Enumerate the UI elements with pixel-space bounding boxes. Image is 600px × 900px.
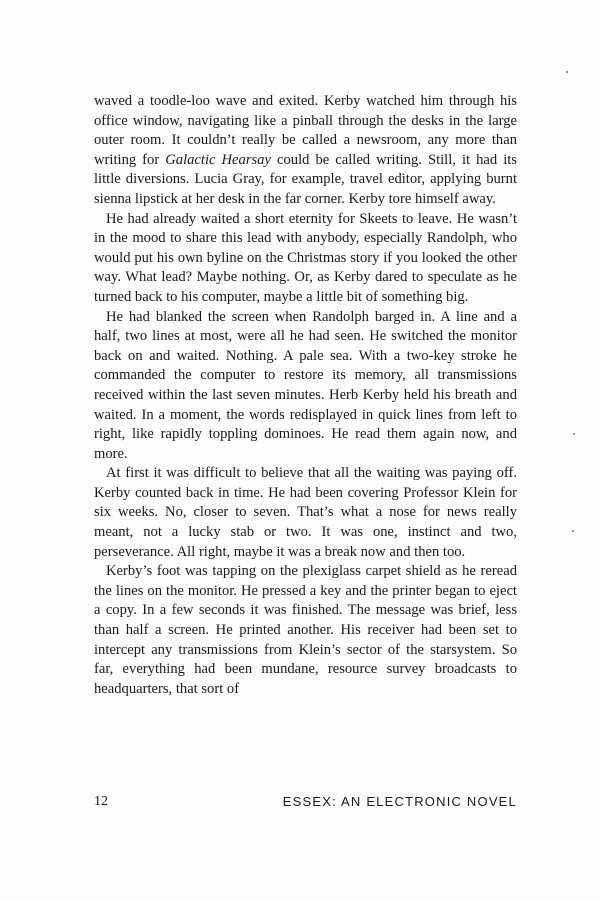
paragraph-text-after: could be called writing. Still, it had its little diversions. Lucia Gray, for example, travel editor, applying burnt sienna lipstick at her desk in the far corner. Kerby tore himself away. (94, 151, 517, 207)
paragraph: Kerby’s foot was tapping on the plexiglass carpet shield as he reread the lines on the monitor. He pressed a key and the printer began to eject a copy. In a few seconds it was finished. The message was brief, less than half a screen. He printed another. His receiver had been set to intercept any transmissions from Klein’s sector of the starsystem. So far, everything had been mundane, resource survey broadcasts to headquarters, that sort of (94, 563, 517, 697)
paragraph: He had blanked the screen when Randolph barged in. A line and a half, two lines at most, were all he had seen. He switched the monitor back on and waited. Nothing. A pale sea. With a two-key stroke he commanded the computer to restore its memory, all transmissions received within the last seven minutes. Herb Kerby held his breath and waited. In a moment, the words redisplayed in quick lines from left to right, like rapidly toppling dominoes. He read them again now, and more. (94, 308, 517, 462)
publication-title: Galactic Hearsay (165, 151, 271, 168)
scan-speck (573, 433, 575, 435)
running-title: ESSEX: AN ELECTRONIC NOVEL (282, 794, 517, 809)
paragraph: He had already waited a short eternity for Skeets to leave. He wasn’t in the mood to share this lead with anybody, especially Randolph, who would put his own byline on the Christmas story if you looked the other way. What lead? Maybe nothing. Or, as Kerby dared to speculate as he turned back to his computer, maybe a little bit of something big. (94, 210, 517, 305)
scan-speck (572, 530, 574, 532)
scan-speck (566, 71, 568, 73)
paragraph-text-before: waved a toodle-loo wave and exited. Kerby watched him through his office window, navigating like a pinball through the desks in the large outer room. It couldn’t really be called a newsroom, any more than writing for (94, 93, 517, 168)
page-footer (94, 794, 517, 814)
paragraph: At first it was difficult to believe that all the waiting was paying off. Kerby counted back in time. He had been covering Professor Klein for six weeks. No, closer to seven. That’s what a nose for news really meant, not a lucky stab or two. It was one, instinct and two, perseverance. All right, maybe it was a break now and then too. (94, 465, 517, 560)
body-text (94, 92, 517, 699)
paragraph (94, 92, 517, 210)
page-number: 12 (94, 794, 108, 809)
